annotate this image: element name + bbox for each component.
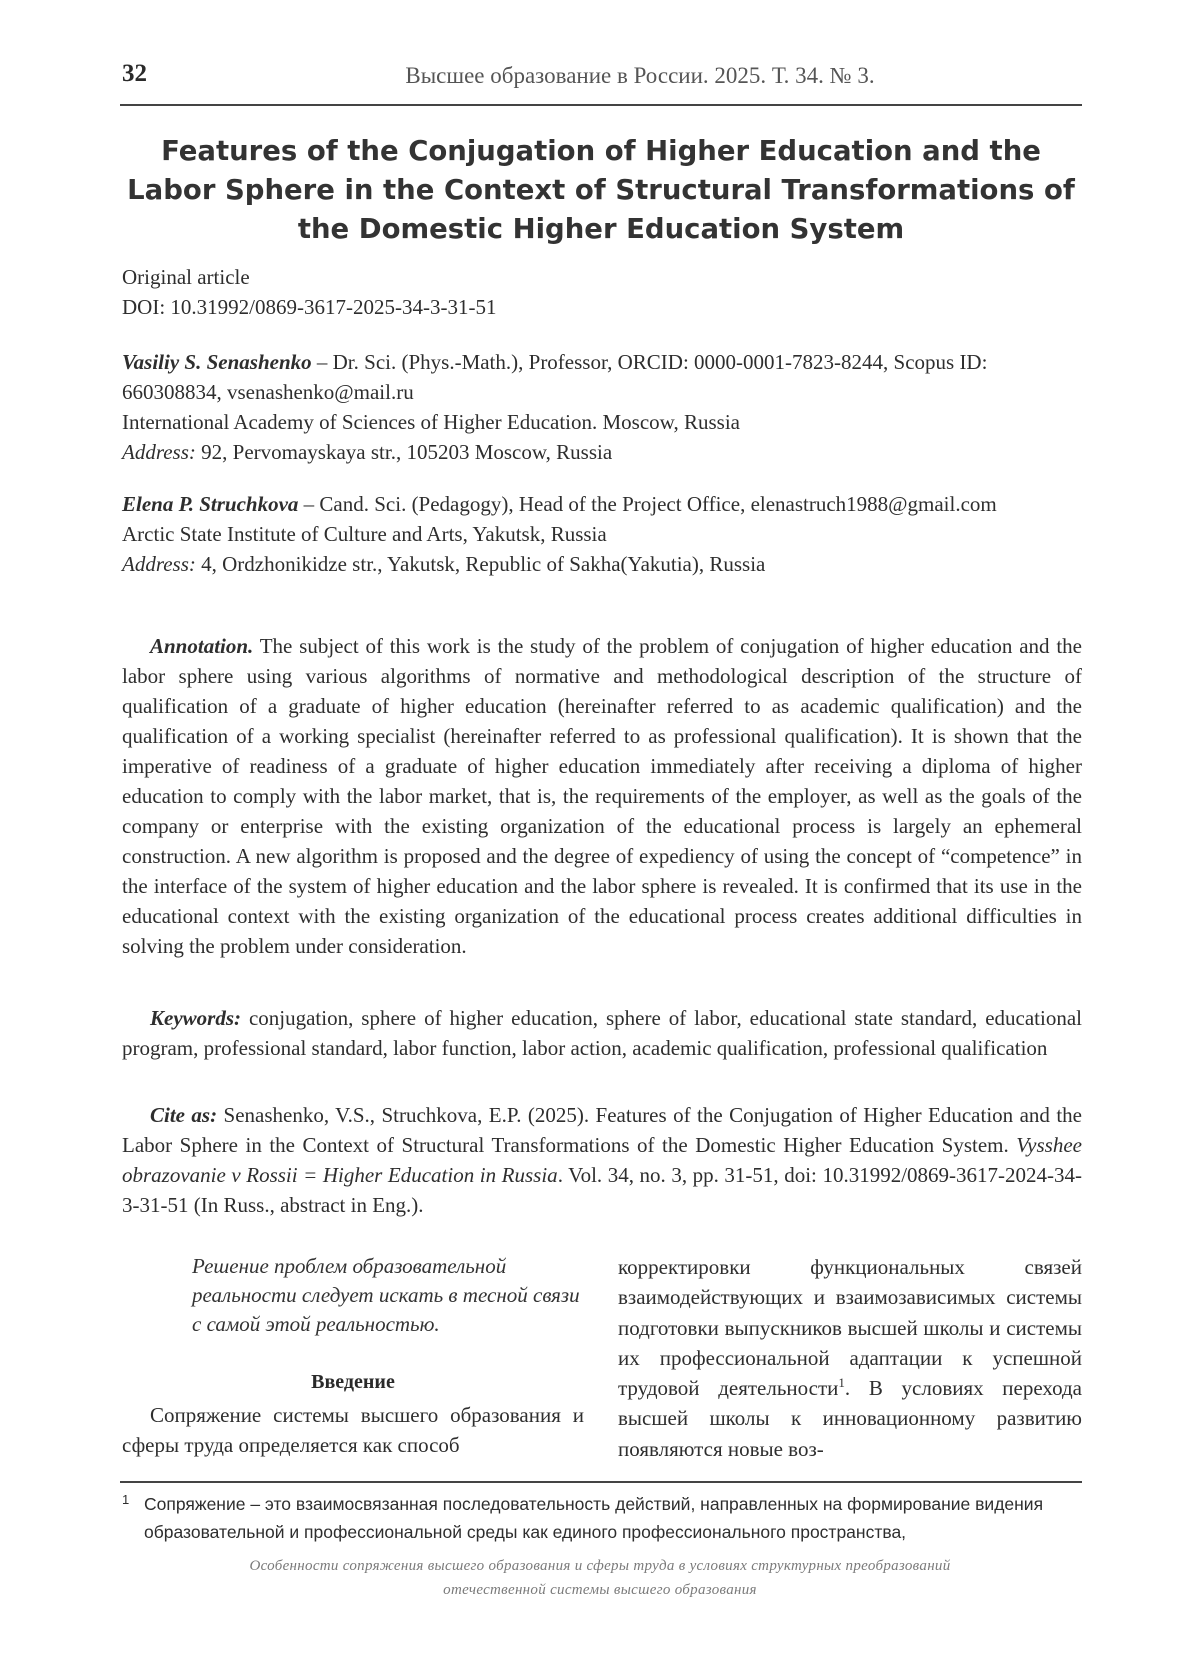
body-text: . В условиях перехода высшей школы к инновационному развитию появляются новые воз- [618, 1376, 1082, 1461]
author-details: – Cand. Sci. (Pedagogy), Head of the Project Office, elenastruch1988@gmail.com [298, 492, 997, 516]
annotation-paragraph [122, 631, 1082, 961]
annotation-text: The subject of this work is the study of the problem of conjugation of higher education and the labor sphere using various algorithms of normative and methodological description of the structure of qualification of a graduate of higher education (hereinafter referred to as academic qualification) and the qualification of a working specialist (hereinafter referred to as professional qualification). It is shown that the imperative of readiness of a graduate of higher education immediately after receiving a diploma of higher education to comply with the labor market, that is, the requirements of the employer, as well as the goals of the company or enterprise with the existing organization of the educational process is largely an ephemeral construction. A new algorithm is proposed and the degree of expediency of using the concept of “competence” in the interface of the system of higher education and the labor sphere is revealed. It is confirmed that its use in the educational context with the existing organization of the educational process creates additional difficulties in solving the problem under consideration. [122, 634, 1082, 958]
keywords-paragraph [122, 1003, 1082, 1063]
keywords-label: Keywords: [150, 1006, 241, 1030]
footnote-text: Сопряжение – это взаимосвязанная последовательность действий, направленных на формирование видения образовательной и профессиональной среды как единого профессионального пространства, [144, 1494, 1044, 1542]
author-line [122, 489, 1082, 519]
author-address [122, 549, 1082, 579]
section-heading: Введение [311, 1371, 395, 1393]
doi: DOI: 10.31992/0869-3617-2025-34-3-31-51 [122, 295, 497, 319]
annotation-label: Annotation. [150, 634, 254, 658]
footnote-marker: 1 [122, 1492, 130, 1507]
author-address [122, 437, 1082, 467]
keywords-text: conjugation, sphere of higher education, sphere of labor, educational state standard, educational program, professional standard, labor function, labor action, academic qualification, professional qualification [122, 1006, 1082, 1060]
page-number: 32 [122, 60, 147, 87]
footnote-rule [120, 1481, 1082, 1483]
footnote-reference[interactable]: 1 [838, 1375, 845, 1391]
article-type: Original article [122, 265, 250, 289]
cite-journal: Vysshee obrazovanie v Rossii = Higher Education in Russia [122, 1133, 1082, 1187]
cite-text: Senashenko, V.S., Struchkova, E.P. (2025). Features of the Conjugation of Higher Education and the Labor Sphere in the Context of Structural Transformations of the Domestic Higher Education System. [122, 1103, 1082, 1157]
author-affiliation: International Academy of Sciences of Higher Education. Moscow, Russia [122, 410, 740, 434]
address-text: 4, Ordzhonikidze str., Yakutsk, Republic of Sakha(Yakutia), Russia [195, 552, 766, 576]
epigraph: Решение проблем образовательной реальности следует искать в тесной связи с самой этой реальностью. [192, 1254, 580, 1336]
cite-text-end: . Vol. 34, no. 3, pp. 31-51, doi: 10.31992/0869-3617-2024-34-3-31-51 (In Russ., abstract in Eng.). [122, 1163, 1082, 1217]
article-meta [122, 262, 1082, 322]
body-text: корректировки функциональных связей взаимодействующих и взаимозависимых системы подготовки выпускников высшей школы и системы их профессиональной адаптации к успешной трудовой деятельности [618, 1255, 1082, 1401]
citation-paragraph [122, 1100, 1082, 1220]
author-details: – Dr. Sci. (Phys.-Math.), Professor, ORCID: 0000-0001-7823-8244, Scopus ID: 660308834, vsenashenko@mail.ru [122, 350, 988, 404]
running-footer [150, 1554, 1050, 1602]
author-name: Elena P. Struchkova [122, 492, 299, 516]
author-affiliation: Arctic State Institute of Culture and Arts, Yakutsk, Russia [122, 522, 607, 546]
header-rule [120, 104, 1082, 106]
article-title: Features of the Conjugation of Higher Education and the Labor Sphere in the Context of Structural Transformations of the Domestic Higher Education System [127, 135, 1075, 245]
running-head: Высшее образование в России. 2025. Т. 34. № 3. [405, 63, 875, 88]
footnote [122, 1490, 1082, 1546]
body-text-right-column [618, 1252, 1082, 1464]
footer-line: отечественной системы высшего образования [443, 1582, 757, 1598]
author-block [122, 347, 1082, 467]
body-text-left-column: Сопряжение системы высшего образования и сферы труда определяется как способ [122, 1403, 584, 1457]
address-label: Address: [122, 552, 196, 576]
address-label: Address: [122, 440, 196, 464]
author-block [122, 489, 1082, 579]
author-line [122, 347, 1082, 407]
footer-line: Особенности сопряжения высшего образования и сферы труда в условиях структурных преобразований [249, 1558, 951, 1574]
address-text: 92, Pervomayskaya str., 105203 Moscow, Russia [195, 440, 613, 464]
author-name: Vasiliy S. Senashenko [122, 350, 312, 374]
cite-label: Cite as: [150, 1103, 218, 1127]
